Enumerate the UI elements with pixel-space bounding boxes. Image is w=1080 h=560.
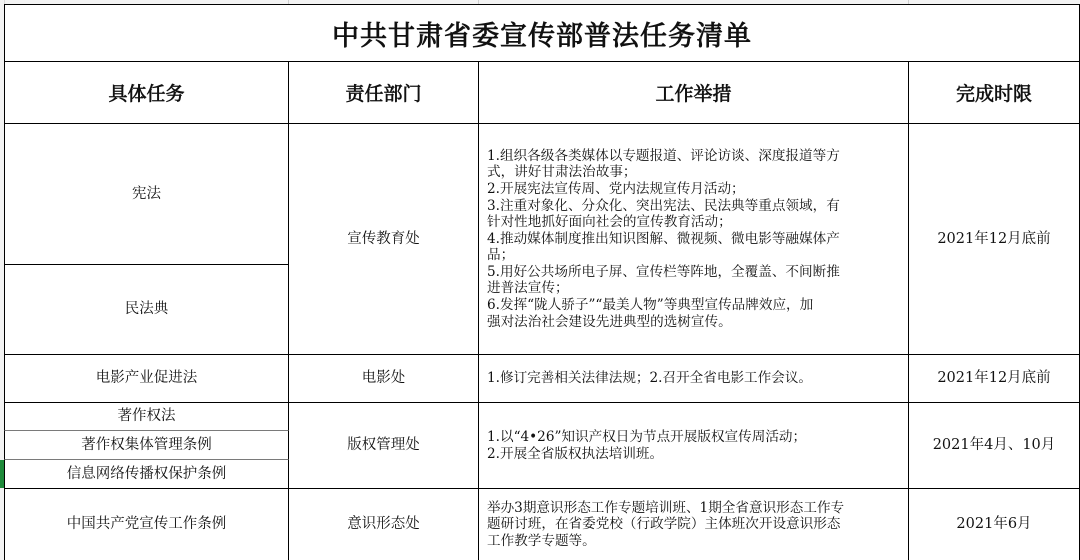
measure-line: 题研讨班，在省委党校（行政学院）主体班次开设意识形态	[487, 516, 841, 533]
task-cell-constitution[interactable]	[4, 124, 289, 265]
title-text: 中共甘肃省委宣传部普法任务清单	[332, 20, 752, 52]
measure-line: 举办3期意识形态工作专题培训班、1期全省意识形态工作专	[487, 499, 845, 516]
header-deadline[interactable]	[909, 62, 1080, 124]
deadline-cell[interactable]	[909, 355, 1080, 403]
header-measures-label: 工作举措	[655, 83, 732, 105]
measures-text	[487, 370, 812, 387]
measures-text	[487, 148, 840, 331]
deadline-cell[interactable]	[909, 403, 1080, 489]
header-department[interactable]	[289, 62, 479, 124]
task-label: 著作权法	[117, 408, 176, 425]
measure-line: 1.修订完善相关法律法规；2.召开全省电影工作会议。	[487, 370, 813, 387]
task-cell-civil-code[interactable]	[4, 265, 289, 355]
task-label: 民法典	[124, 301, 169, 318]
header-department-label: 责任部门	[345, 83, 422, 105]
header-deadline-label: 完成时限	[955, 83, 1032, 105]
measures-cell[interactable]	[479, 124, 909, 355]
measures-text	[487, 429, 806, 462]
measure-line: 1.组织各级各类媒体以专题报道、评论访谈、深度报道等方	[487, 147, 840, 164]
header-task-label: 具体任务	[108, 83, 185, 105]
deadline-label: 2021年12月底前	[937, 230, 1051, 247]
deadline-label: 2021年12月底前	[937, 370, 1051, 387]
deadline-label: 2021年4月、10月	[932, 437, 1056, 454]
measure-line: 2.开展全省版权执法培训班。	[487, 445, 664, 462]
deadline-cell[interactable]	[909, 489, 1080, 560]
measure-line: 强对法治社会建设先进典型的选树宣传。	[487, 313, 732, 330]
measure-line: 式，讲好甘肃法治故事；	[487, 164, 637, 181]
measures-cell[interactable]	[479, 355, 909, 403]
deadline-cell[interactable]	[909, 124, 1080, 355]
task-label: 中国共产党宣传工作条例	[66, 516, 227, 533]
measure-line: 4.推动媒体制度推出知识图解、微视频、微电影等融媒体产	[487, 230, 840, 247]
task-label: 著作权集体管理条例	[81, 436, 212, 453]
task-cell-film-law[interactable]	[4, 355, 289, 403]
measure-line: 5.用好公共场所电子屏、宣传栏等阵地，全覆盖、不间断推	[487, 263, 840, 280]
department-label: 电影处	[361, 370, 406, 387]
department-cell[interactable]	[289, 489, 479, 560]
department-label: 意识形态处	[347, 516, 420, 533]
task-cell-network-dissemination[interactable]	[4, 460, 289, 489]
task-cell-copyright-law[interactable]	[4, 403, 289, 431]
measure-line: 2.开展宪法宣传周、党内法规宣传月活动；	[487, 180, 745, 197]
task-label: 信息网络传播权保护条例	[66, 465, 227, 482]
table-title	[4, 4, 1080, 62]
measure-line: 针对性地抓好面向社会的宣传教育活动；	[487, 214, 732, 231]
department-cell[interactable]	[289, 355, 479, 403]
department-cell[interactable]	[289, 403, 479, 489]
measures-text	[487, 500, 844, 550]
measure-line: 3.注重对象化、分众化、突出宪法、民法典等重点领域，有	[487, 197, 840, 214]
header-task[interactable]	[4, 62, 289, 124]
task-label: 宪法	[132, 185, 161, 202]
measure-line: 1.以“4•26”知识产权日为节点开展版权宣传周活动；	[487, 428, 807, 445]
task-label: 电影产业促进法	[95, 370, 198, 387]
measure-line: 6.发挥“陇人骄子”“最美人物”等典型宣传品牌效应，加	[487, 297, 814, 314]
department-label: 版权管理处	[347, 437, 420, 454]
measure-line: 品；	[487, 247, 515, 264]
measure-line: 进普法宣传；	[487, 280, 569, 297]
task-cell-propaganda-regulation[interactable]	[4, 489, 289, 560]
header-measures[interactable]	[479, 62, 909, 124]
department-cell[interactable]	[289, 124, 479, 355]
deadline-label: 2021年6月	[956, 516, 1032, 533]
measures-cell[interactable]	[479, 489, 909, 560]
department-label: 宣传教育处	[347, 230, 420, 247]
measures-cell[interactable]	[479, 403, 909, 489]
task-cell-collective-management[interactable]	[4, 431, 289, 460]
measure-line: 工作教学专题等。	[487, 532, 596, 549]
